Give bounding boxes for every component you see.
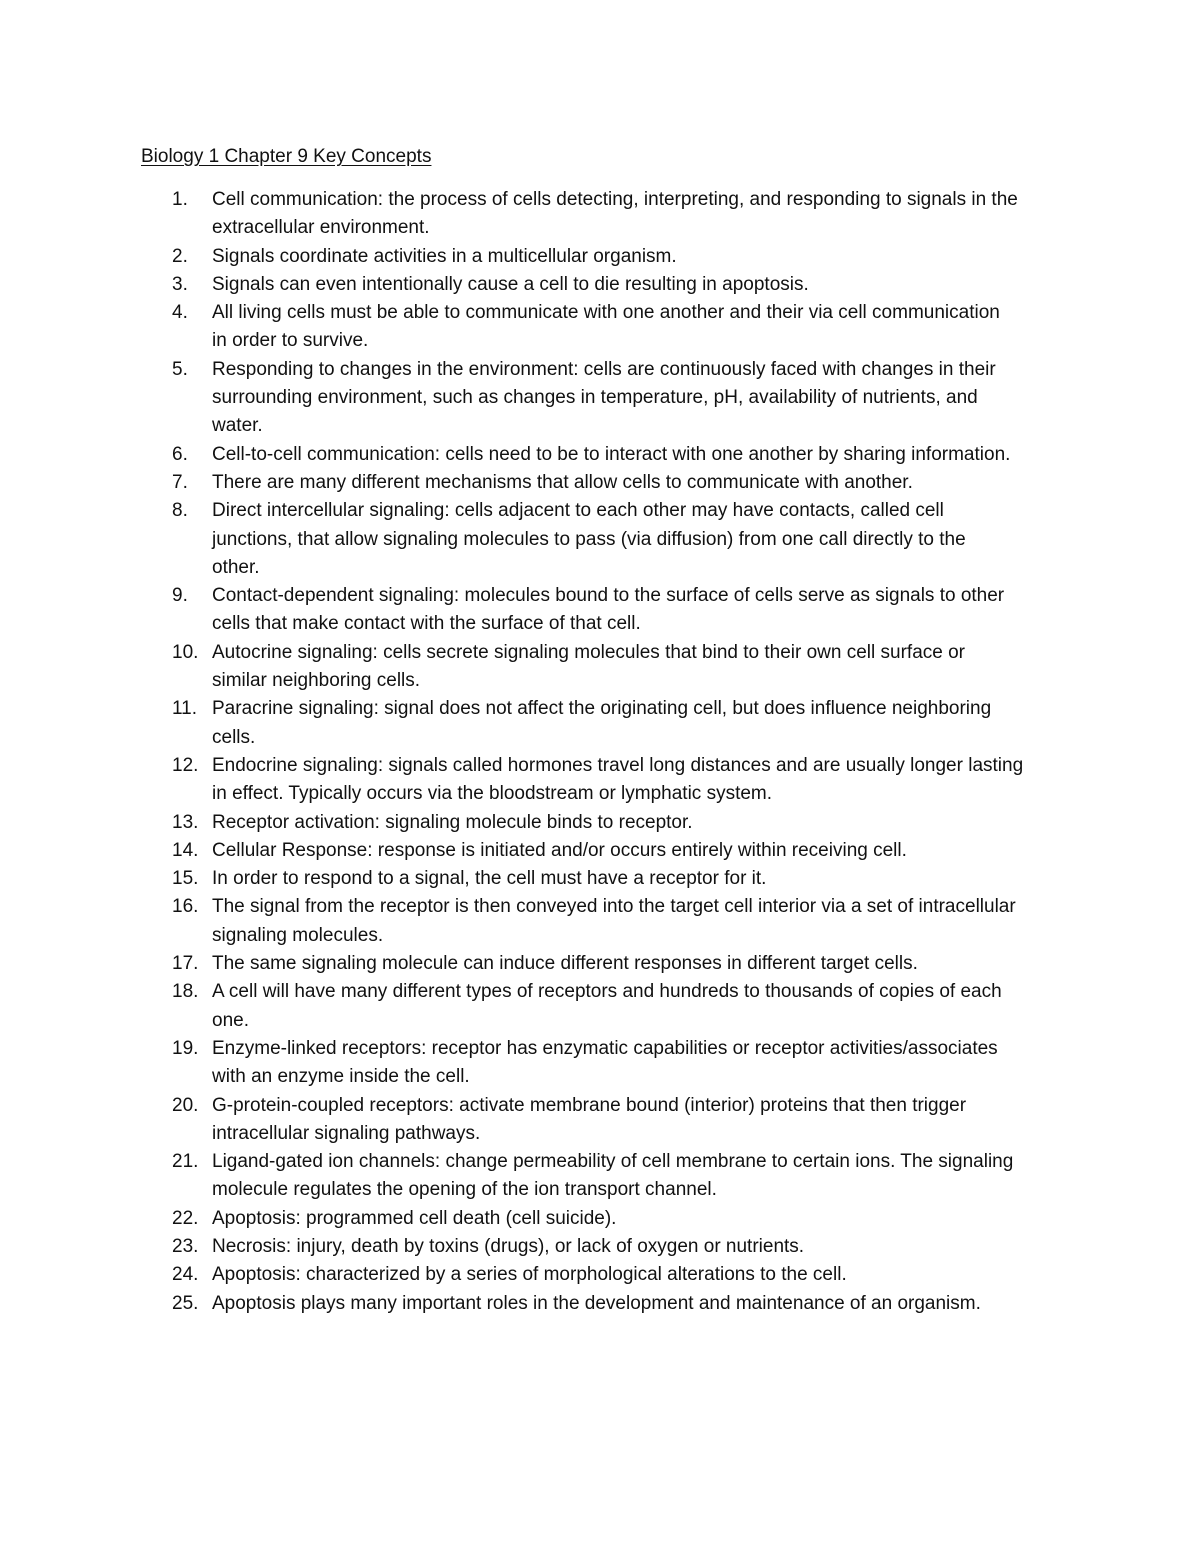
concept-item [141,1092,1071,1149]
concept-text-line: The same signaling molecule can induce different responses in different target cells. [212,953,918,975]
concept-text-line: signaling molecules. [212,924,384,946]
concept-text-line: Apoptosis: characterized by a series of morphological alterations to the cell. [212,1264,847,1286]
concept-number: 12. [172,754,199,776]
concept-text-line: Apoptosis plays many important roles in the development and maintenance of an organism. [212,1292,981,1314]
concept-number: 17. [172,953,199,975]
concept-text-line: Autocrine signaling: cells secrete signaling molecules that bind to their own cell surface or [212,641,966,663]
concept-text-line: Signals coordinate activities in a multicellular organism. [212,245,677,267]
concept-text-line: surrounding environment, such as changes in temperature, pH, availability of nutrients, and [212,387,978,409]
concept-text-line: cells that make contact with the surface of that cell. [212,613,641,635]
concept-item [141,497,1071,582]
concept-number: 14. [172,839,199,861]
concept-text-line: A cell will have many different types of receptors and hundreds to thousands of copies of each [212,981,1002,1003]
concept-text-line: Endocrine signaling: signals called hormones travel long distances and are usually longer lasting [212,754,1024,776]
concept-text-line: Contact-dependent signaling: molecules bound to the surface of cells serve as signals to other [212,585,1005,607]
concept-item [141,271,1071,299]
concept-item [141,1233,1071,1261]
concept-text-line: All living cells must be able to communicate with one another and their via cell communication [212,302,1000,324]
concept-number: 11. [172,698,198,720]
concept-text-line: intracellular signaling pathways. [212,1122,481,1144]
concept-number: 6. [172,443,188,465]
concept-number: 9. [172,585,188,607]
document-title: Biology 1 Chapter 9 Key Concepts [141,146,432,167]
concept-number: 25. [172,1292,199,1314]
concept-text-line: Cellular Response: response is initiated and/or occurs entirely within receiving cell. [212,839,907,861]
concept-number: 16. [172,896,199,918]
concept-text-line: Cell communication: the process of cells detecting, interpreting, and responding to signals in the [212,189,1018,210]
concept-item [141,186,1071,243]
concept-text-line: Necrosis: injury, death by toxins (drugs), or lack of oxygen or nutrients. [212,1235,805,1257]
concept-item [141,299,1071,356]
concept-text-line: junctions, that allow signaling molecules to pass (via diffusion) from one call directly to the [212,528,966,550]
concept-item [141,809,1071,837]
concept-text-line: similar neighboring cells. [212,670,421,692]
concept-number: 19. [172,1037,199,1059]
concept-text-line: molecule regulates the opening of the ion transport channel. [212,1179,717,1201]
concept-item [141,582,1071,639]
concept-number: 20. [172,1094,199,1116]
concept-text-line: Signals can even intentionally cause a cell to die resulting in apoptosis. [212,273,809,295]
concept-text-line: Ligand-gated ion channels: change permeability of cell membrane to certain ions. The signaling [212,1151,1014,1173]
concept-item [141,837,1071,865]
concept-number: 8. [172,500,188,522]
concept-item [141,1290,1071,1318]
concept-number: 1. [172,189,188,210]
concept-text-line: in order to survive. [212,330,369,352]
concept-text-line: Responding to changes in the environment: cells are continuously faced with changes in their [212,358,996,380]
concept-text-line: There are many different mechanisms that allow cells to communicate with another. [212,471,913,493]
concept-item [141,978,1071,1035]
concept-text-line: water. [212,415,263,437]
concept-text-line: in effect. Typically occurs via the bloodstream or lymphatic system. [212,783,773,805]
concept-number: 7. [172,471,188,493]
concept-item [141,1261,1071,1289]
key-concepts-list [141,186,1071,1318]
concept-item [141,695,1071,752]
concept-item [141,893,1071,950]
concept-item [141,639,1071,696]
concept-text-line: The signal from the receptor is then conveyed into the target cell interior via a set of intracellular [212,896,1016,918]
concept-text-line: In order to respond to a signal, the cell must have a receptor for it. [212,868,767,890]
concept-text-line: Paracrine signaling: signal does not affect the originating cell, but does influence neighboring [212,698,992,720]
concept-number: 13. [172,811,199,833]
concept-number: 2. [172,245,188,267]
concept-text-line: Receptor activation: signaling molecule binds to receptor. [212,811,693,833]
concept-item [141,950,1071,978]
concept-item [141,469,1071,497]
concept-number: 4. [172,302,188,324]
concept-text-line: Enzyme-linked receptors: receptor has enzymatic capabilities or receptor activities/associates [212,1037,998,1059]
concept-text-line: G-protein-coupled receptors: activate membrane bound (interior) proteins that then trigger [212,1094,967,1116]
concept-text-line: one. [212,1009,249,1031]
concept-item [141,752,1071,809]
concept-item [141,441,1071,469]
concept-number: 23. [172,1235,199,1257]
concept-text-line: Direct intercellular signaling: cells adjacent to each other may have contacts, called cell [212,500,944,522]
concept-number: 22. [172,1207,199,1229]
concept-number: 5. [172,358,188,380]
concept-item [141,356,1071,441]
concept-text-line: Apoptosis: programmed cell death (cell suicide). [212,1207,617,1229]
concept-number: 21. [172,1151,199,1173]
concept-item [141,865,1071,893]
concept-text-line: other. [212,556,260,578]
concept-item [141,1205,1071,1233]
concept-number: 15. [172,868,199,890]
concept-number: 10. [172,641,199,663]
concept-item [141,1148,1071,1205]
concept-number: 3. [172,273,188,295]
concept-number: 24. [172,1264,199,1286]
concept-text-line: extracellular environment. [212,217,430,239]
concept-text-line: Cell-to-cell communication: cells need to be to interact with one another by sharing information. [212,443,1011,465]
concept-number: 18. [172,981,199,1003]
concept-text-line: with an enzyme inside the cell. [212,1066,470,1088]
concept-item [141,243,1071,271]
concept-item [141,1035,1071,1092]
concept-text-line: cells. [212,726,256,748]
